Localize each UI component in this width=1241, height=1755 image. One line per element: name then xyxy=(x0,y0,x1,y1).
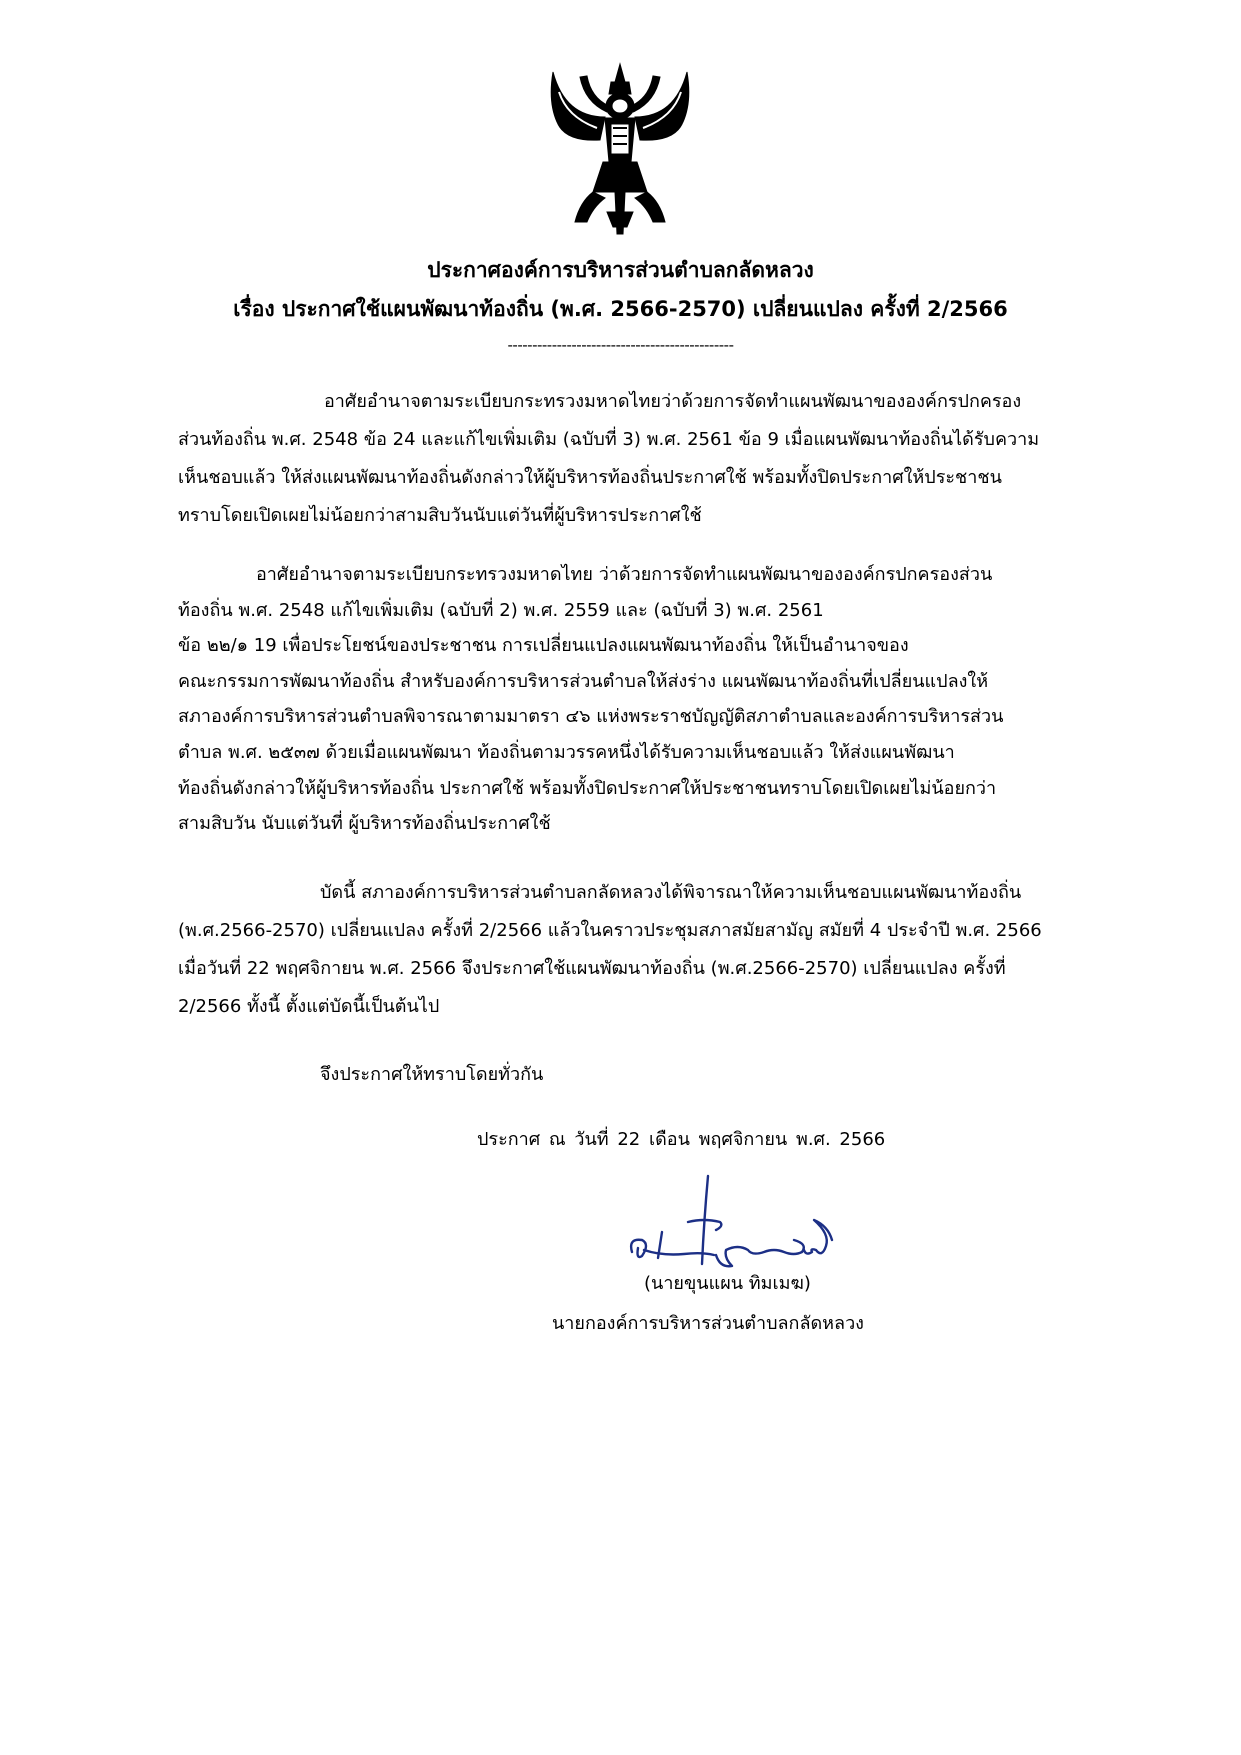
paragraph-3-line: บัดนี้ สภาองค์การบริหารส่วนตำบลกลัดหลวงได้พิจารณาให้ความเห็นชอบแผนพัฒนาท้องถิ่น xyxy=(320,882,1022,903)
announcement-title: ประกาศองค์การบริหารส่วนตำบลกลัดหลวง xyxy=(427,258,814,282)
paragraph-2-line: สภาองค์การบริหารส่วนตำบลพิจารณาตามมาตรา ๔๖ แห่งพระราชบัญญัติสภาตำบลและองค์การบริหารส่วน xyxy=(178,706,1004,728)
closing-statement: จึงประกาศให้ทราบโดยทั่วกัน xyxy=(320,1064,544,1085)
paragraph-2-line: ข้อ ๒๒/๑ 19 เพื่อประโยชน์ของประชาชน การเปลี่ยนแปลงแผนพัฒนาท้องถิ่น ให้เป็นอำนาจของ xyxy=(178,635,909,657)
paragraph-2 xyxy=(178,557,1128,842)
paragraph-2-line: ตำบล พ.ศ. ๒๕๓๗ ด้วยเมื่อแผนพัฒนา ท้องถิ่นตามวรรคหนึ่งได้รับความเห็นชอบแล้ว ให้ส่งแผนพัฒนา xyxy=(178,741,955,763)
paragraph-2-line: ท้องถิ่น พ.ศ. 2548 แก้ไขเพิ่มเติม (ฉบับที่ 2) พ.ศ. 2559 และ (ฉบับที่ 3) พ.ศ. 2561 xyxy=(178,599,824,621)
signer-position: นายกองค์การบริหารส่วนตำบลกลัดหลวง xyxy=(552,1313,864,1334)
paragraph-2-line: อาศัยอำนาจตามระเบียบกระทรวงมหาดไทย ว่าด้วยการจัดทำแผนพัฒนาขององค์กรปกครองส่วน xyxy=(256,564,993,585)
paragraph-1 xyxy=(178,383,1128,535)
signature-icon xyxy=(628,1160,848,1280)
paragraph-1-line: อาศัยอำนาจตามระเบียบกระทรวงมหาดไทยว่าด้วยการจัดทำแผนพัฒนาขององค์กรปกครอง xyxy=(324,391,1022,412)
paragraph-1-line: เห็นชอบแล้ว ให้ส่งแผนพัฒนาท้องถิ่นดังกล่าวให้ผู้บริหารท้องถิ่นประกาศใช้ พร้อมทั้งปิดประกาศให้ประชาชน xyxy=(178,467,1002,488)
garuda-emblem-icon xyxy=(545,62,695,237)
paragraph-3-line: เมื่อวันที่ 22 พฤศจิกายน พ.ศ. 2566 จึงประกาศใช้แผนพัฒนาท้องถิ่น (พ.ศ.2566-2570) เปลี่ยนแปลง ครั้งที่ xyxy=(178,958,1006,979)
title-separator: ---------------------------------------------- xyxy=(507,336,734,354)
paragraph-3-line: (พ.ศ.2566-2570) เปลี่ยนแปลง ครั้งที่ 2/2566 แล้วในคราวประชุมสภาสมัยสามัญ สมัยที่ 4 ประจำปี พ.ศ. 2566 xyxy=(178,920,1042,941)
paragraph-2-line: คณะกรรมการพัฒนาท้องถิ่น สำหรับองค์การบริหารส่วนตำบลให้ส่งร่าง แผนพัฒนาท้องถิ่นที่เปลี่ยนแปลงให้ xyxy=(178,670,989,692)
paragraph-1-line: ทราบโดยเปิดเผยไม่น้อยกว่าสามสิบวันนับแต่วันที่ผู้บริหารประกาศใช้ xyxy=(178,505,702,526)
paragraph-3-line: 2/2566 ทั้งนี้ ตั้งแต่บัดนี้เป็นต้นไป xyxy=(178,996,440,1017)
announcement-subject: เรื่อง ประกาศใช้แผนพัฒนาท้องถิ่น (พ.ศ. 2566-2570) เปลี่ยนแปลง ครั้งที่ 2/2566 xyxy=(233,297,1008,321)
paragraph-1-line: ส่วนท้องถิ่น พ.ศ. 2548 ข้อ 24 และแก้ไขเพิ่มเติม (ฉบับที่ 3) พ.ศ. 2561 ข้อ 9 เมื่อแผนพัฒนาท้องถิ่นได้รับความ xyxy=(178,429,1040,450)
paragraph-2-line: ท้องถิ่นดังกล่าวให้ผู้บริหารท้องถิ่น ประกาศใช้ พร้อมทั้งปิดประกาศให้ประชาชนทราบโดยเปิดเผยไม่น้อยกว่า xyxy=(178,777,997,799)
paragraph-2-line: สามสิบวัน นับแต่วันที่ ผู้บริหารท้องถิ่นประกาศใช้ xyxy=(178,813,551,835)
paragraph-3 xyxy=(178,874,1128,1026)
announcement-date: ประกาศ ณ วันที่ 22 เดือน พฤศจิกายน พ.ศ. 2566 xyxy=(477,1129,886,1150)
signer-name: (นายขุนแผน ทิมเมฆ) xyxy=(644,1273,811,1294)
